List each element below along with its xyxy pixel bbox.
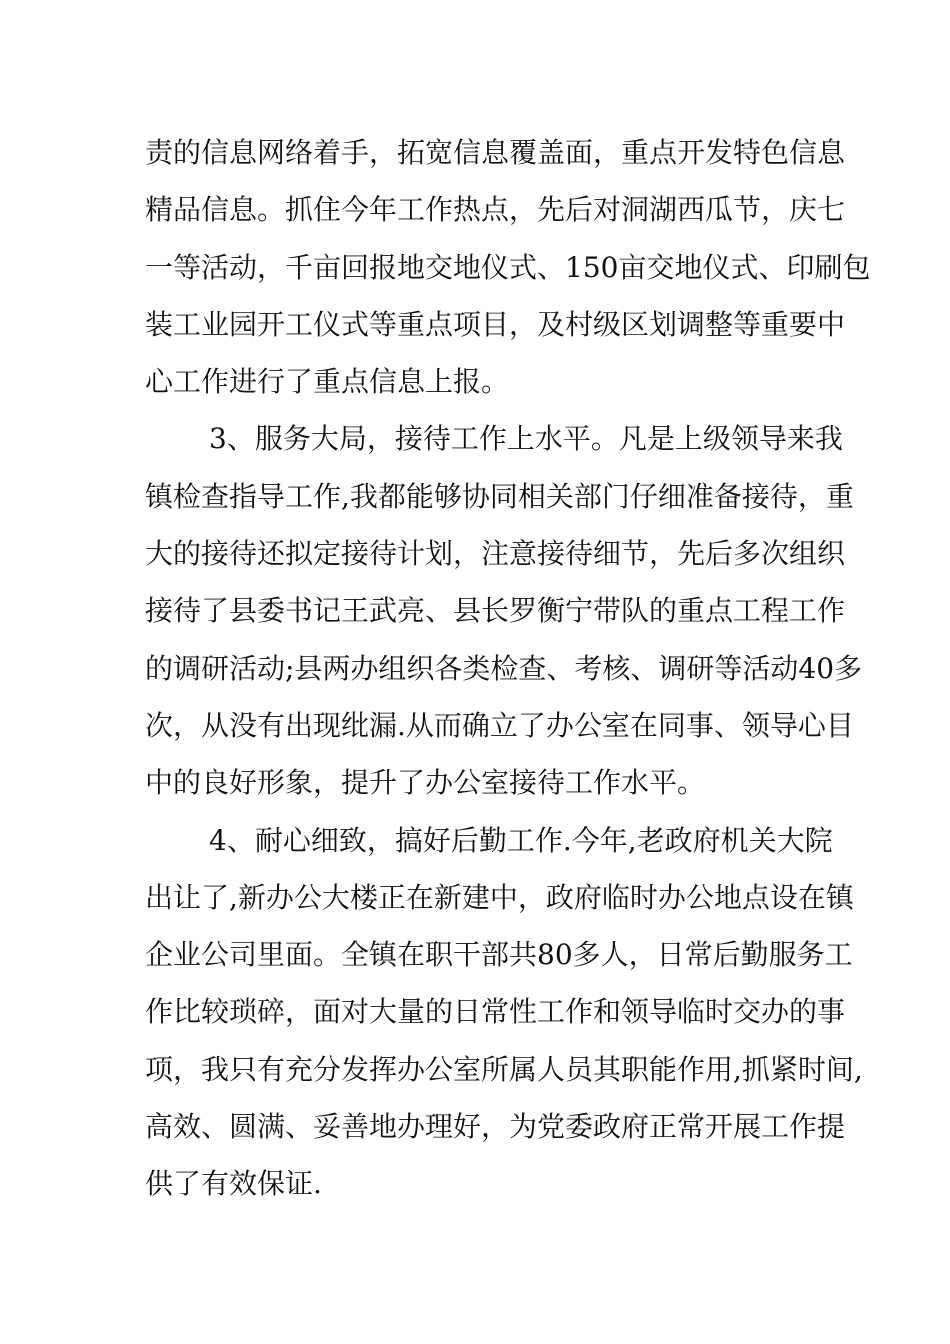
text-line: 供了有效保证. [145,1167,322,1201]
text-line: 装工业园开工仪式等重点项目，及村级区划调整等重要中 [145,307,846,341]
paragraph-start-line: 4、耐心细致，搞好后勤工作.今年,老政府机关大院 [209,823,833,857]
text-line: 高效、圆满、妥善地办理好，为党委政府正常开展工作提 [145,1110,846,1144]
text-line: 企业公司里面。全镇在职干部共80多人，日常后勤服务工 [145,938,853,972]
text-line: 心工作进行了重点信息上报。 [145,365,510,399]
text-line: 中的良好形象，提升了办公室接待工作水平。 [145,766,706,800]
text-line: 出让了,新办公大楼正在新建中，政府临时办公地点设在镇 [145,880,854,914]
text-line: 接待了县委书记王武亮、县长罗衡宁带队的重点工程工作 [145,594,846,628]
text-line: 次，从没有出现纰漏.从而确立了办公室在同事、领导心目 [145,708,854,742]
text-line: 大的接待还拟定接待计划，注意接待细节，先后多次组织 [145,537,846,571]
text-line: 责的信息网络着手，拓宽信息覆盖面，重点开发特色信息 [145,136,846,169]
body-text [145,124,871,1213]
text-line: 项，我只有充分发挥办公室所属人员其职能作用,抓紧时间, [145,1052,863,1086]
paragraph-start-line: 3、服务大局，接待工作上水平。凡是上级领导来我 [209,422,843,456]
text-line: 的调研活动;县两办组织各类检查、考核、调研等活动40多 [145,651,863,685]
text-line: 镇检查指导工作,我都能够协同相关部门仔细准备接待，重 [145,479,854,513]
text-line: 精品信息。抓住今年工作热点，先后对洞湖西瓜节，庆七 [145,193,846,227]
text-line: 一等活动，千亩回报地交地仪式、150亩交地仪式、印刷包 [145,250,871,284]
text-line: 作比较琐碎，面对大量的日常性工作和领导临时交办的事 [145,995,846,1029]
